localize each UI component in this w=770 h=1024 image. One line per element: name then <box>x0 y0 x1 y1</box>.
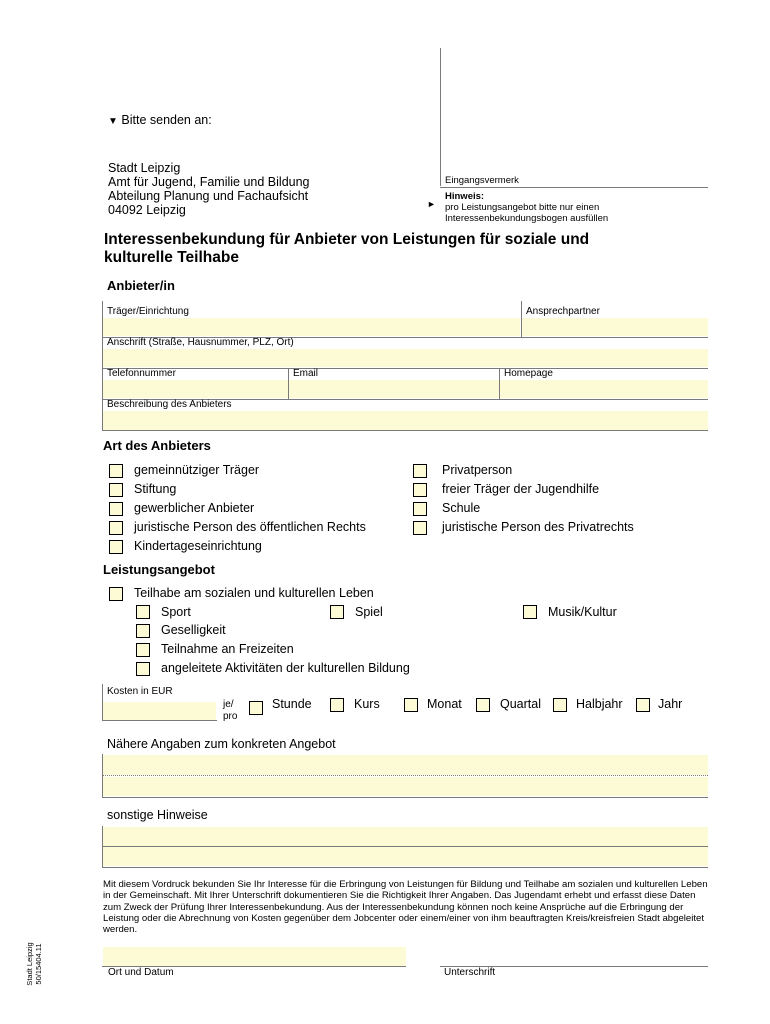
details-field-1[interactable] <box>103 755 708 775</box>
details-field-2[interactable] <box>103 777 708 796</box>
row4-bottom <box>102 430 708 431</box>
details-bottom <box>102 797 708 798</box>
checkbox-gewerblicher-anbieter[interactable] <box>109 502 123 516</box>
ansprechpartner-field[interactable] <box>522 318 708 336</box>
homepage-field[interactable] <box>500 380 708 398</box>
hint-line-1: pro Leistungsangebot bitte nur einen <box>445 202 600 213</box>
service-heading: Leistungsangebot <box>103 562 215 577</box>
homepage-label: Homepage <box>504 368 553 379</box>
beschreibung-label: Beschreibung des Anbieters <box>107 399 232 410</box>
ansprechpartner-label: Ansprechpartner <box>526 306 600 317</box>
anschrift-label: Anschrift (Straße, Hausnummer, PLZ, Ort) <box>107 337 294 348</box>
option-monat: Monat <box>427 697 462 711</box>
checkbox-monat[interactable] <box>404 698 418 712</box>
form-title-line-2: kulturelle Teilhabe <box>104 249 239 266</box>
checkbox-juristische-person-oeffentlich[interactable] <box>109 521 123 535</box>
costs-underline <box>102 720 217 721</box>
other-field-1[interactable] <box>103 827 708 846</box>
checkbox-juristische-person-privat[interactable] <box>413 521 427 535</box>
checkbox-spiel[interactable] <box>330 605 344 619</box>
checkbox-stunde[interactable] <box>249 701 263 715</box>
details-heading: Nähere Angaben zum konkreten Angebot <box>107 737 336 751</box>
triangle-down-icon: ▼ <box>108 116 118 127</box>
send-to-label: ▼ Bitte senden an: <box>108 113 212 127</box>
checkbox-jahr[interactable] <box>636 698 650 712</box>
checkbox-freier-traeger[interactable] <box>413 483 427 497</box>
option-kurs: Kurs <box>354 697 380 711</box>
hint-title: Hinweis: <box>445 191 485 202</box>
checkbox-halbjahr[interactable] <box>553 698 567 712</box>
checkbox-aktivitaeten[interactable] <box>136 662 150 676</box>
costs-label: Kosten in EUR <box>107 686 173 697</box>
checkbox-stiftung[interactable] <box>109 483 123 497</box>
beschreibung-field[interactable] <box>103 411 708 430</box>
email-field[interactable] <box>289 380 499 398</box>
side-code <box>25 914 43 1014</box>
checkbox-sport[interactable] <box>136 605 150 619</box>
provider-type-heading: Art des Anbieters <box>103 438 211 453</box>
option-juristische-person-privat: juristische Person des Privatrechts <box>442 520 634 534</box>
ort-datum-field[interactable] <box>103 947 406 966</box>
side-code-line-1: Stadt Leipzig <box>25 942 34 986</box>
checkbox-teilhabe[interactable] <box>109 587 123 601</box>
other-heading: sonstige Hinweise <box>107 808 208 822</box>
other-field-2[interactable] <box>103 847 708 866</box>
costs-per-2: pro <box>223 711 238 722</box>
anschrift-field[interactable] <box>103 349 708 367</box>
receipt-divider <box>440 48 441 186</box>
email-label: Email <box>293 368 319 379</box>
telefon-label: Telefonnummer <box>107 368 176 379</box>
checkbox-kindertageseinrichtung[interactable] <box>109 540 123 554</box>
option-gemeinnuetziger-traeger: gemeinnütziger Träger <box>134 463 260 477</box>
option-aktivitaeten: angeleitete Aktivitäten der kulturellen Bildung <box>161 661 410 675</box>
traeger-label: Träger/Einrichtung <box>107 306 189 317</box>
row2-bottom <box>102 368 708 369</box>
option-teilhabe: Teilhabe am sozialen und kulturellen Leben <box>134 586 374 600</box>
option-privatperson: Privatperson <box>442 463 513 477</box>
checkbox-musik-kultur[interactable] <box>523 605 537 619</box>
receipt-underline <box>440 187 708 188</box>
address-line-3: Abteilung Planung und Fachaufsicht <box>108 189 309 203</box>
option-jahr: Jahr <box>658 697 683 711</box>
hint-line-2: Interessenbekundungsbogen ausfüllen <box>445 213 609 224</box>
other-bottom <box>102 867 708 868</box>
checkbox-kurs[interactable] <box>330 698 344 712</box>
receipt-label: Eingangsvermerk <box>445 175 519 186</box>
signature-label: Unterschrift <box>444 967 496 978</box>
option-freier-traeger: freier Träger der Jugendhilfe <box>442 482 600 496</box>
option-gewerblicher-anbieter: gewerblicher Anbieter <box>134 501 255 515</box>
address-line-2: Amt für Jugend, Familie und Bildung <box>108 175 310 189</box>
option-spiel: Spiel <box>355 605 383 619</box>
costs-per-1: je/ <box>223 699 234 710</box>
option-musik-kultur: Musik/Kultur <box>548 605 617 619</box>
checkbox-schule[interactable] <box>413 502 427 516</box>
provider-heading: Anbieter/in <box>107 278 175 293</box>
ort-datum-label: Ort und Datum <box>108 967 174 978</box>
option-kindertageseinrichtung: Kindertageseinrichtung <box>134 539 262 553</box>
checkbox-gemeinnuetziger-traeger[interactable] <box>109 464 123 478</box>
option-geselligkeit: Geselligkeit <box>161 623 226 637</box>
option-schule: Schule <box>442 501 481 515</box>
checkbox-geselligkeit[interactable] <box>136 624 150 638</box>
option-halbjahr: Halbjahr <box>576 697 623 711</box>
traeger-field[interactable] <box>103 318 520 336</box>
hint-arrow-icon: ► <box>427 199 436 209</box>
option-stiftung: Stiftung <box>134 482 177 496</box>
telefon-field[interactable] <box>103 380 288 398</box>
side-code-line-2: 50/15404.11 <box>34 943 43 985</box>
address-line-1: Stadt Leipzig <box>108 161 181 175</box>
form-title-line-1: Interessenbekundung für Anbieter von Leistungen für soziale und <box>104 231 590 248</box>
checkbox-quartal[interactable] <box>476 698 490 712</box>
option-quartal: Quartal <box>500 697 541 711</box>
costs-field[interactable] <box>103 702 216 720</box>
option-sport: Sport <box>161 605 191 619</box>
checkbox-freizeiten[interactable] <box>136 643 150 657</box>
option-freizeiten: Teilnahme an Freizeiten <box>161 642 294 656</box>
details-separator <box>102 775 708 776</box>
checkbox-privatperson[interactable] <box>413 464 427 478</box>
option-stunde: Stunde <box>272 697 312 711</box>
option-juristische-person-oeffentlich: juristische Person des öffentlichen Rechts <box>134 520 366 534</box>
legal-notice: Mit diesem Vordruck bekunden Sie Ihr Interesse für die Erbringung von Leistungen für Bildung und Teilhabe am sozialen und kulturellen Leben in der Gemeinschaft. Mit Ihrer Unterschrift dokumentieren Sie die Richtigkeit Ihrer Angaben. Das Jugendamt erhebt und erfasst diese Daten zum Zweck der Prüfung Ihrer Interessenbekundung. Aus der Interessenbekundung können noch keine Ansprüche auf die Erbringung der Leistung oder die Abrechnung von Kosten gegenüber dem Jobcenter oder einem/einer von ihm beauftragten Kreis/kreisfreien Stadt abgeleitet werden. <box>103 879 708 936</box>
address-line-4: 04092 Leipzig <box>108 203 186 217</box>
